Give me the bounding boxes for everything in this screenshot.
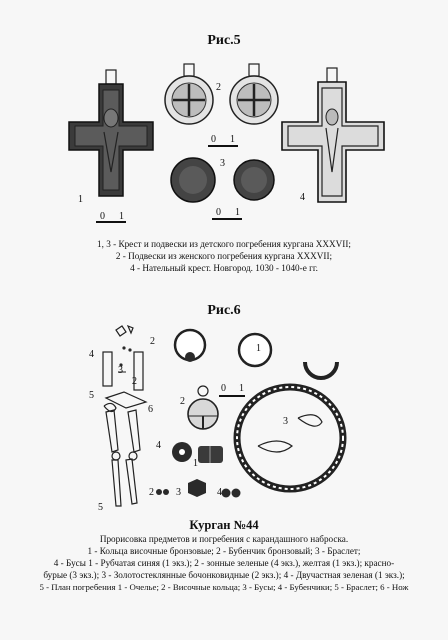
bead-label-2: 2 — [149, 487, 154, 498]
plan-label-2b: 2 — [132, 376, 137, 387]
plan-label-3: 3 — [118, 365, 123, 376]
bead-label-1: 1 — [193, 458, 198, 469]
fig6-caption-line-2: 1 - Кольца височные бронзовые; 2 - Бубенчик бронзовый; 3 - Браслет; — [87, 546, 361, 556]
fig5-label-4: 4 — [300, 192, 305, 203]
fig6-scale-one: 1 — [239, 383, 244, 394]
fig6-caption-line-4: бурые (3 экз.); 3 - Золотостеклянные бочонковидные (2 экз.); 4 - Двучастная зеленая (1 экз.); — [43, 570, 405, 580]
fig5-caption-line-3: 4 - Нательный крест. Новгород. 1030 - 1040-е гг. — [130, 263, 318, 273]
fig6-title: Рис.6 — [207, 303, 241, 318]
fig6-label-4: 4 — [156, 440, 161, 451]
fig5-label-2: 2 — [216, 82, 221, 93]
fig5-scale2-one: 1 — [230, 134, 235, 145]
fig5-scale3-zero: 0 — [216, 207, 221, 218]
plan-label-2a: 2 — [150, 336, 155, 347]
bell-drawing — [188, 386, 218, 429]
fig6-caption-line-1: Прорисовка предметов и погребения с карандашного наброска. — [99, 534, 349, 544]
fig5-scale2-zero: 0 — [211, 134, 216, 145]
fig5-scale-zero: 0 — [100, 211, 105, 222]
fig6-label-1: 1 — [256, 343, 261, 354]
fig5-title: Рис.5 — [207, 33, 241, 48]
fig5-scale-one: 1 — [119, 211, 124, 222]
fig6-scale-zero: 0 — [221, 383, 226, 394]
beads-drawing — [156, 442, 241, 498]
fig5-caption-line-2: 2 - Подвески из женского погребения кургана XXXVII; — [115, 251, 333, 261]
fig6-caption-line-5: 5 - План погребения 1 - Очелье; 2 - Височные кольца; 3 - Бусы; 4 - Бубенчики; 5 - Браслет; 6 - Нож — [39, 582, 409, 592]
plan-label-6: 6 — [148, 404, 153, 415]
fig6-label-2: 2 — [180, 396, 185, 407]
fig5-caption-line-1: 1, 3 - Крест и подвески из детского погребения кургана XXXVII; — [97, 239, 351, 249]
bracelet-drawing — [237, 387, 343, 489]
fig6-caption-line-3: 4 - Бусы 1 - Рубчатая синяя (1 экз.); 2 - зонные зеленые (4 экз.), желтая (1 экз.); красно- — [53, 558, 395, 568]
kurgan-heading: Курган №44 — [189, 518, 259, 532]
bead-label-4: 4 — [217, 487, 222, 498]
plan-label-5a: 5 — [89, 390, 94, 401]
temple-rings-drawing — [175, 330, 337, 378]
burial-plan-drawing — [103, 326, 146, 506]
plan-label-5: 5 — [98, 502, 103, 513]
fig6-label-3: 3 — [283, 416, 288, 427]
bead-label-3: 3 — [176, 487, 181, 498]
fig5-label-1: 1 — [78, 194, 83, 205]
fig5-label-3: 3 — [220, 158, 225, 169]
plan-label-4a: 4 — [89, 349, 94, 360]
fig5-scale3-one: 1 — [235, 207, 240, 218]
